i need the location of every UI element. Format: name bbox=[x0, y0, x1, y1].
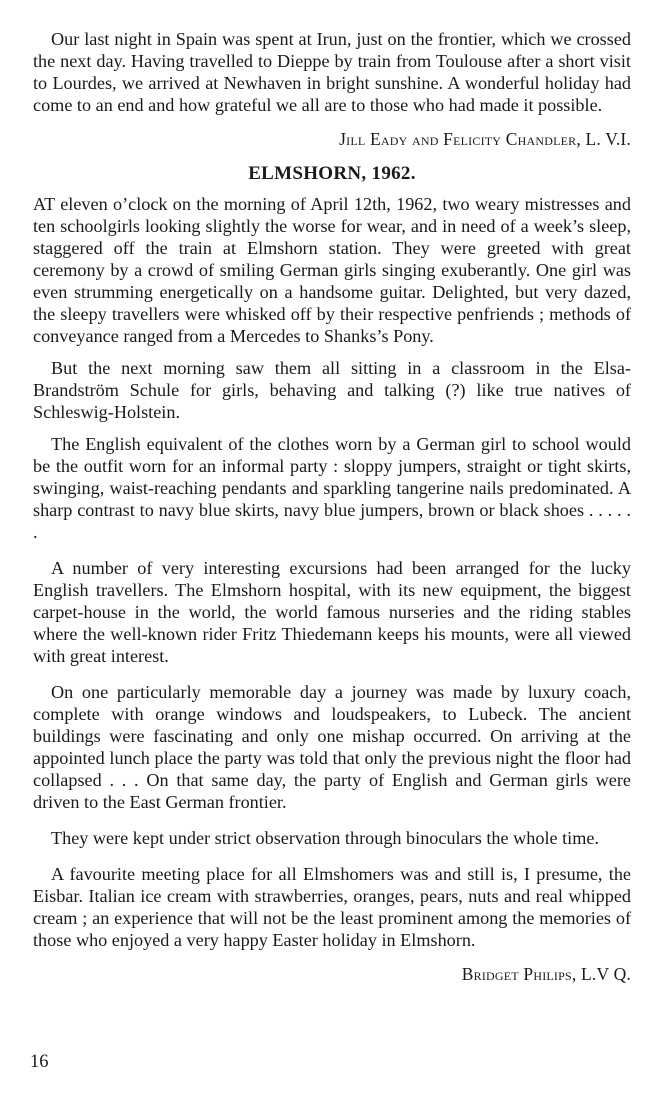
article-paragraph-6: They were kept under strict observation through binoculars the whole time. bbox=[51, 828, 599, 848]
article-author-form: L.V Q. bbox=[581, 964, 631, 984]
previous-article-form: L. V.I. bbox=[585, 129, 631, 149]
article-signature bbox=[33, 963, 631, 985]
article-paragraph-4: A number of very interesting excursions had been arranged for the lucky English travellers. The Elmshorn hospital, with its new equipment, the biggest carpet-house in the world, the world famous nurseries and the riding stables where the well-known rider Fritz Thiedemann keeps his mounts, were all viewed with great interest. bbox=[33, 558, 631, 666]
previous-article-authors: Jill Eady and Felicity Chandler, bbox=[339, 129, 581, 149]
document-page bbox=[33, 28, 631, 985]
article-paragraph-7: A favourite meeting place for all Elmshomers was and still is, I presume, the Eisbar. Italian ice cream with strawberries, oranges, pears, nuts and real whipped cream ; an experience that will not be the least prominent among the memories of those who enjoyed a very happy Easter holiday in Elmshorn. bbox=[33, 864, 631, 950]
closing-paragraph-previous-article: Our last night in Spain was spent at Irun, just on the frontier, which we crossed the next day. Having travelled to Dieppe by train from Toulouse after a short visit to Lourdes, we arrived at Newhaven in bright sunshine. A wonderful holiday had come to an end and how grateful we all are to those who had made it possible. bbox=[33, 29, 631, 115]
article-paragraph-1: AT eleven o’clock on the morning of April 12th, 1962, two weary mistresses and ten schoolgirls looking slightly the worse for wear, and in need of a week’s sleep, staggered off the train at Elmshorn station. They were greeted with great ceremony by a crowd of smiling German girls singing exuberantly. One girl was even strumming energetically on a handsome guitar. Delighted, but very dazed, the sleepy travellers were whisked off by their respective penfriends ; methods of conveyance ranged from a Mercedes to Shanks’s Pony. bbox=[33, 194, 631, 346]
article-author: Bridget Philips, bbox=[461, 964, 577, 984]
article-title: ELMSHORN, 1962. bbox=[248, 163, 416, 184]
article-paragraph-3: The English equivalent of the clothes worn by a German girl to school would be the outfit worn for an informal party : sloppy jumpers, straight or tight skirts, swinging, waist-reaching pendants and sparkling tangerine nails predominated. A sharp contrast to navy blue skirts, navy blue jumpers, brown or black shoes . . . . . . bbox=[33, 434, 631, 542]
previous-article-signature bbox=[33, 128, 631, 150]
article-paragraph-5: On one particularly memorable day a journey was made by luxury coach, complete with orange windows and loudspeakers, to Lubeck. The ancient buildings were fascinating and only one mishap occurred. On arriving at the appointed lunch place the party was told that only the previous night the floor had collapsed . . . On that same day, the party of English and German girls were driven to the East German frontier. bbox=[33, 682, 631, 812]
article-paragraph-2: But the next morning saw them all sitting in a classroom in the Elsa-Brandström Schule for girls, behaving and talking (?) like true natives of Schleswig-Holstein. bbox=[33, 358, 631, 422]
page-number: 16 bbox=[30, 1052, 49, 1072]
